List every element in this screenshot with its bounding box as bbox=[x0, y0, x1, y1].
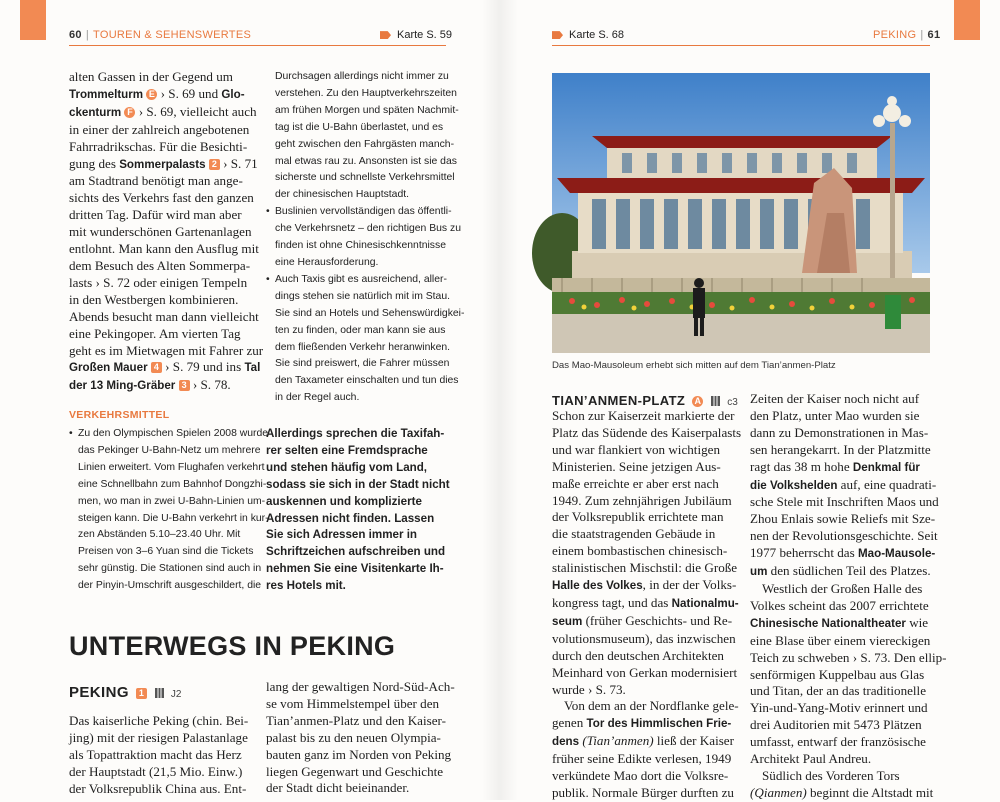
link-sommerpalast[interactable]: Sommerpalasts bbox=[119, 157, 206, 171]
map-grid-icon bbox=[155, 688, 164, 698]
link-grosse-halle[interactable]: Halle des Volkes bbox=[552, 579, 643, 593]
left-running-header: 60 | TOUREN & SEHENSWERTES bbox=[69, 29, 252, 41]
list-item: • Buslinien vervollständigen das öffentli- che Verkehrsnetz – den richtigen Bus zu finden ist ohne Chinesischkenntnisse eine Herausforderung. bbox=[266, 206, 461, 268]
taxi-tip-box: Allerdings sprechen die Taxifah- rer selten eine Fremdsprache und stehen häufig vom Land, sodass sie sich in der Stadt nicht auskennen und komplizierte Adressen nicht finden. Lassen Sie sich Adressen immer in Schriftzeichen aufschreiben und nehmen Sie eine Visitenkarte Ih- res Hotels mit. bbox=[266, 427, 450, 593]
book-gutter-shadow bbox=[482, 0, 518, 800]
tiananmen-entry-body-col2: Zeiten der Kaiser noch nicht auf den Platz, unter Mao wurden sie dann zu Demonstrationen in Mas- sen herangekarrt. In der Platzmitte ragt das 38 m hohe Denkmal für die Volkshelden auf, eine quadrati- sche Stele mit Inschriften Maos und Zhou Enlais sowie Reliefs mit Sze- nen der Revolutionsgeschichte. Seit 1977 beherrscht das Mao-Mausole- um den südlichen Teil des Platzes. Westlich der Großen Halle des Volkes scheint das 2007 errichtete Chinesische Nationaltheater wie eine Blase über einem viereckigen Teich zu schweben › S. 73. Den ellip- senförmigen Kuppelbau aus Glas und Titan, der an das traditionelle Yin-und-Yang-Motiv erinnert und drei Auditorien mit 5473 Plätzen umfasst, entwarf der französische Architekt Paul Andreu. Südlich des Vorderen Tors (Qianmen) beginnt die Altstadt mit bbox=[750, 391, 947, 800]
left-column-2-body: Durchsagen allerdings nicht immer zu verstehen. Zu den Hauptverkehrszeiten am frühen Morgen und späten Nachmit- tag ist die U-Bahn überlastet, und es geht zwischen den Fahrgästen manch- mal etwas rau zu. Ansonsten ist sie das sicherste und schnellste Verkehrsmittel der chinesischen Hauptstadt. • Buslinien vervollständigen das öffentli- che Verkehrsnetz – den richtigen Bus zu finden ist ohne Chinesischkenntnisse eine Herausforderung. • Auch Taxis gibt es ausreichend, aller- dings stehen sie natürlich mit im Stau. Sie sind an Hotels und Sehenswürdigkei- ten zu finden, oder man kann sie aus dem fließenden Verkehr heranwinken. Sie sind preiswert, die Fahrer müssen den Taxameter einschalten und tun dies in der Regel auch. bbox=[266, 69, 456, 407]
peking-entry-body-col1: Das kaiserliche Peking (chin. Bei- jing) mit der riesigen Palastanlage als Topattraktion macht das Herz der Hauptstadt (21,5 Mio. Einw.) der Volksrepublik China aus. Ent- bbox=[69, 713, 249, 796]
link-glockenturm[interactable]: ckenturm bbox=[69, 105, 122, 119]
section-title-unterwegs: UNTERWEGS IN PEKING bbox=[69, 631, 396, 661]
sight-badge-3: 3 bbox=[179, 380, 190, 391]
tiananmen-entry-body: Schon zur Kaiserzeit markierte der Platz das Südende des Kaiserpalasts und war flankiert von wichtigen Ministerien. Seine jetzigen Aus- maße erreichte er aber erst nach 1949. Zum zehnjährigen Jubiläum der Volksrepublik errichtete man die staatstragenden Gebäude in einem bombastischen chinesisch- stalinistischen Mischstil: die Große Halle des Volkes, in der der Volks- kongress tagt, und das Nationalmu- seum (früher Geschichts- und Re- volutionsmuseum), das inzwischen durch den deutschen Architekten Meinhard von Gerkan modernisiert wurde › S. 73. Von dem an der Nordflanke gele- genen Tor des Himmlischen Frie- dens (Tian’anmen) ließ der Kaiser früher seine Edikte verlesen, 1949 verkündete Mao dort die Volksre- publik. Normale Bürger durften zu bbox=[552, 408, 742, 800]
link-trommelturm[interactable]: Trommelturm bbox=[69, 87, 144, 101]
sight-badge-e: E bbox=[146, 89, 157, 100]
sight-badge-f: F bbox=[124, 107, 135, 118]
tiananmen-grid-ref: c3 bbox=[727, 397, 738, 408]
mausoleum-illustration bbox=[552, 73, 930, 353]
right-section-title: PEKING bbox=[873, 29, 917, 41]
peking-entry-body-col2: lang der gewaltigen Nord-Süd-Ach- se vom Himmelstempel über den Tian’anmen-Platz und den Kaiser- palast bis zu den neuen Olympia- bauten ganz im Norden von Peking liegen Gegenwart und Geschichte der Stadt dicht beieinander. bbox=[266, 679, 455, 796]
sight-badge-2: 2 bbox=[209, 159, 220, 170]
photo-caption: Das Mao-Mausoleum erhebt sich mitten auf dem Tian’anmen-Platz bbox=[552, 360, 836, 371]
map-grid-icon bbox=[711, 396, 720, 406]
left-page-number: 60 bbox=[69, 29, 82, 41]
left-column-1-body: alten Gassen in der Gegend um Trommelturm E › S. 69 und Glo- ckenturm F › S. 69, vielleicht auch in einer der zahlreich angebotenen Fahrradrikschas. Für die Besichti- gung des Sommerpalasts 2 › S. 71 am Stadtrand benötigt man ange- sichts des Verkehrs fast den ganzen dritten Tag. Dafür wird man aber mit wunderschönen Gartenanlagen entlohnt. Man kann den Ausflug mit dem Besuch des Alten Sommerpa- lasts › S. 72 oder einigen Tempeln in den Westbergen kombinieren. Abends besucht man dann vielleicht eine Pekingoper. Am vierten Tag geht es im Mietwagen mit Fahrer zur Großen Mauer 4 › S. 79 und ins Tal der 13 Ming-Gräber 3 › S. 78. bbox=[69, 69, 264, 393]
link-denkmal-volkshelden[interactable]: Denkmal für bbox=[852, 460, 920, 474]
link-nationalmuseum[interactable]: Nationalmu- bbox=[671, 596, 739, 610]
right-map-reference[interactable]: Karte S. 68 bbox=[552, 29, 624, 41]
right-header-rule bbox=[552, 45, 930, 46]
link-ming-graeber[interactable]: der 13 Ming-Gräber bbox=[69, 379, 176, 393]
map-flag-icon bbox=[552, 31, 563, 39]
peking-grid-ref: J2 bbox=[170, 689, 182, 700]
peking-entry-heading: PEKING 1 J2 bbox=[69, 684, 182, 701]
map-flag-icon bbox=[380, 31, 391, 39]
link-mao-mausoleum[interactable]: Mao-Mausole- bbox=[858, 547, 936, 561]
left-section-title: TOUREN & SEHENSWERTES bbox=[93, 29, 252, 41]
right-page-tab-marker bbox=[954, 0, 980, 40]
sight-badge-4: 4 bbox=[151, 362, 162, 373]
verkehrsmittel-list: • Zu den Olympischen Spielen 2008 wurde das Pekinger U-Bahn-Netz um mehrere Linien erweitert. Vom Flughafen verkehrt eine Schnellbahn zum Bahnhof Dongzhi- men, wo man in zwei U-Bahn-Linien um- steigen kann. Die U-Bahn verkehrt in kur- zen Abständen 5.10–23.40 Uhr. Mit Preisen von 3–6 Yuan sind die Tickets sehr günstig. Die Stationen sind auch in der Pinyin-Umschrift ausgeschildert, die bbox=[69, 428, 269, 592]
link-tor-himmlischen-friedens[interactable]: Tor des Himmlischen Frie- bbox=[586, 717, 732, 731]
right-running-header: PEKING | 61 bbox=[873, 29, 941, 41]
sight-badge-a: A bbox=[692, 396, 703, 407]
link-grosse-mauer[interactable]: Großen Mauer bbox=[69, 361, 148, 375]
sight-badge-1: 1 bbox=[136, 688, 147, 699]
verkehrsmittel-heading: VERKEHRSMITTEL bbox=[69, 409, 170, 421]
link-nationaltheater[interactable]: Chinesische Nationaltheater bbox=[750, 616, 906, 630]
left-page-tab-marker bbox=[20, 0, 46, 40]
tiananmen-entry-heading: TIAN’ANMEN-PLATZ A c3 bbox=[552, 393, 738, 408]
left-header-rule bbox=[69, 45, 446, 46]
right-page-number: 61 bbox=[927, 29, 941, 41]
list-item: • Auch Taxis gibt es ausreichend, aller- dings stehen sie natürlich mit im Stau. Sie sind an Hotels und Sehenswürdigkei- ten zu finden, oder man kann sie aus dem fließenden Verkehr heranwinken. Sie sind preiswert, die Fahrer müssen den Taxameter einschalten und tun dies in der Regel auch. bbox=[266, 273, 465, 404]
mao-mausoleum-photo bbox=[552, 73, 930, 353]
left-map-reference[interactable]: Karte S. 59 bbox=[380, 29, 452, 41]
